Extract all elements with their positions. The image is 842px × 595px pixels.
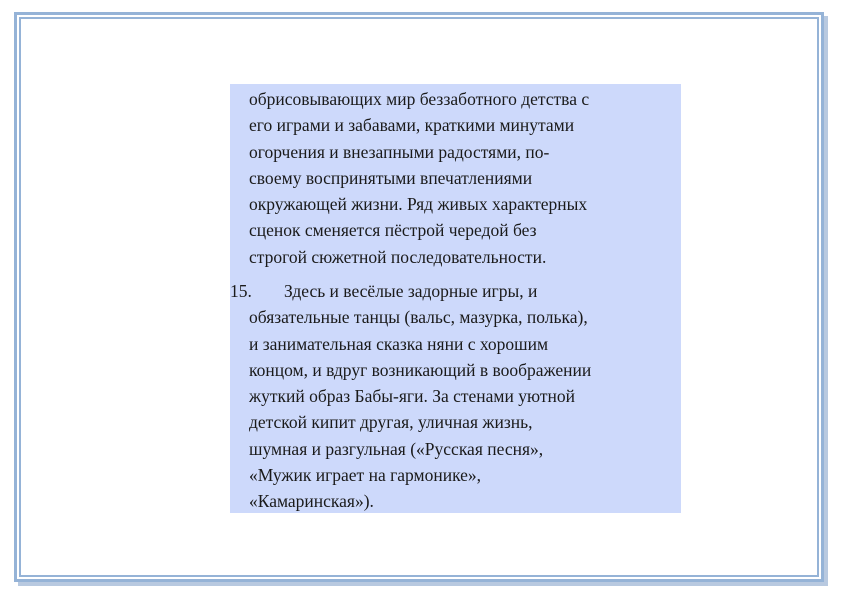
text-line: обязательные танцы (вальс, мазурка, полька),: [249, 307, 588, 328]
text-line: огорчения и внезапными радостями, по-: [249, 141, 550, 162]
text-line: Здесь и весёлые задорные игры, и: [284, 281, 538, 301]
text-line: жуткий образ Бабы-яги. За стенами уютной: [249, 386, 575, 407]
paragraph-continuation: [249, 86, 681, 270]
text-line: окружающей жизни. Ряд живых характерных: [249, 194, 588, 215]
numbered-first-line: [230, 278, 681, 304]
text-line: своему воспринятыми впечатлениями: [249, 167, 533, 188]
text-line: «Мужик играет на гармонике»,: [249, 465, 482, 486]
frame-shadow-right: [824, 16, 828, 586]
item-number: 15.: [230, 281, 252, 301]
text-line: детской кипит другая, уличная жизнь,: [249, 412, 533, 433]
text-line: строгой сюжетной последовательности.: [249, 246, 547, 267]
text-line: концом, и вдруг возникающий в воображении: [249, 359, 592, 380]
frame-shadow-bottom: [18, 582, 828, 586]
text-box: [230, 84, 681, 513]
text-line: «Камаринская»).: [249, 491, 374, 512]
numbered-paragraph: [230, 278, 681, 515]
text-line: и занимательная сказка няни с хорошим: [249, 333, 549, 354]
text-line: сценок сменяется пёстрой чередой без: [249, 220, 537, 241]
text-line: обрисовывающих мир беззаботного детства с: [249, 89, 590, 109]
text-line: шумная и разгульная («Русская песня»,: [249, 438, 544, 459]
text-line: его играми и забавами, краткими минутами: [249, 115, 575, 136]
